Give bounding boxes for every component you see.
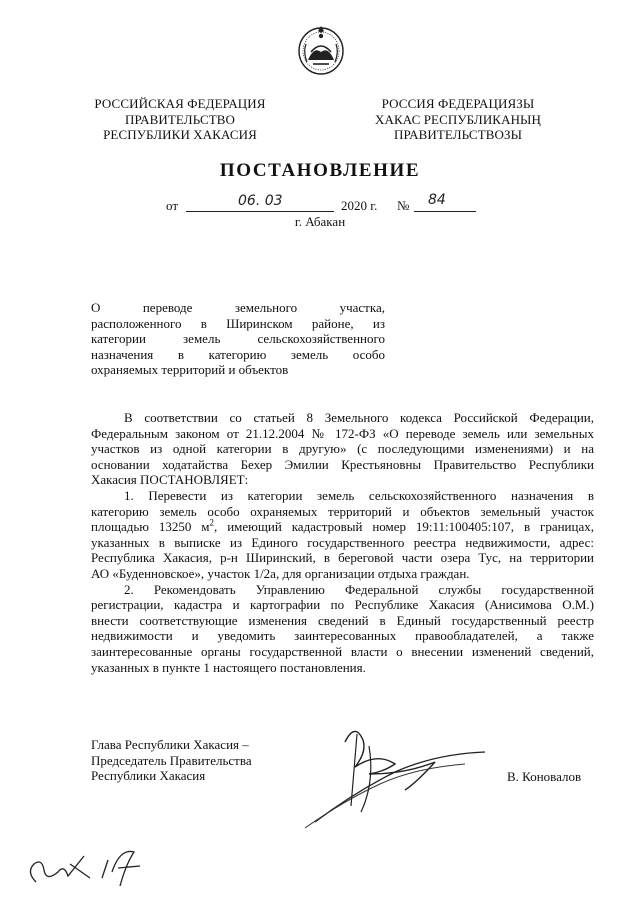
preamble-line: Федеральным законом от 21.12.2004 № 172-ФЗ «О переводе земель или земельных — [91, 425, 594, 441]
signatory-position — [91, 737, 252, 784]
signatory-name: В. Коновалов — [507, 769, 582, 784]
document-subject — [91, 300, 385, 378]
area-text: площадью 13250 м — [91, 519, 210, 535]
subject-line: категории земель сельскохозяйственного — [91, 331, 385, 347]
item1-line: АО «Буденновское», участок 1/2а, для организации отдыха граждан. — [91, 565, 470, 581]
header-right-line: ХАКАС РЕСПУБЛИКАНЫҢ — [375, 111, 541, 127]
cadastral-text: , имеющий кадастровый номер 19:11:100405:107, в границах, — [214, 519, 594, 535]
coat-of-arms-emblem — [296, 22, 346, 76]
subject-line: расположенного в Ширинском районе, из — [91, 315, 385, 331]
document-year: 2020 г. — [341, 198, 378, 213]
preamble-line: участков из одной категории в другую» (с последующими изменениями) и на — [91, 441, 594, 457]
subject-line: О переводе земельного участка, — [91, 300, 385, 315]
item2-line: внести соответствующие изменения сведений в Единый государственный реестр — [91, 612, 594, 628]
item2-line: указанных в пункте 1 настоящего постановления. — [91, 659, 366, 675]
handwritten-note-scribble — [24, 842, 174, 897]
city-line: г. Абакан — [294, 214, 346, 229]
handwritten-date: 06. 03 — [238, 193, 283, 209]
preamble-line: основании ходатайства Бехер Эмилии Крестьяновны Правительство Республики — [91, 456, 594, 472]
header-right-line: ПРАВИТЕЛЬСТВОЗЫ — [393, 127, 523, 142]
handwritten-number: 84 — [428, 192, 446, 208]
preamble-line: Хакасия ПОСТАНОВЛЯЕТ: — [91, 472, 249, 488]
preamble-line: В соответствии со статьей 8 Земельного кодекса Российской Федерации, — [124, 410, 594, 425]
number-label: № — [397, 198, 410, 213]
item1-line-area — [91, 519, 594, 535]
date-prefix: от — [166, 198, 179, 213]
item1-line: указанных в выписке из Единого государственного реестра недвижимости, адрес: — [91, 534, 594, 550]
item1-line: Республика Хакасия, р-н Ширинский, в береговой части озера Тус, на территории — [91, 550, 594, 566]
header-left-line: РЕСПУБЛИКИ ХАКАСИЯ — [103, 127, 257, 142]
item2-line: недвижимости и уведомить заинтересованных правообладателей, а также — [91, 628, 594, 644]
item2-line: регистрации, кадастра и картографии по Республике Хакасия (Анисимова О.М.) — [91, 597, 594, 613]
header-left-line: РОССИЙСКАЯ ФЕДЕРАЦИЯ — [94, 96, 266, 111]
position-line: Глава Республики Хакасия – — [91, 737, 249, 752]
item2-line: заинтересованные органы государственной власти о внесении изменений сведений, — [91, 643, 594, 659]
subject-line: охраняемых территорий и объектов — [91, 362, 289, 378]
header-right-line: РОССИЯ ФЕДЕРАЦИЯЗЫ — [381, 96, 535, 111]
handwritten-signature — [285, 712, 505, 832]
item1-line: 1. Перевести из категории земель сельскохозяйственного назначения в — [124, 487, 594, 503]
header-right-block — [358, 96, 558, 143]
document-body — [91, 410, 594, 675]
subject-line: назначения в категорию земель особо — [91, 346, 385, 362]
item2-line: 2. Рекомендовать Управлению Федеральной службы государственной — [124, 581, 594, 597]
area-superscript: 2 — [209, 517, 215, 528]
item1-line: категорию земель особо охраняемых территорий и объектов земельный участок — [91, 503, 594, 519]
position-line: Республики Хакасия — [91, 768, 206, 784]
header-left-block — [80, 96, 280, 143]
header-left-line: ПРАВИТЕЛЬСТВО — [124, 111, 236, 127]
position-line: Председатель Правительства — [91, 752, 252, 768]
document-title: ПОСТАНОВЛЕНИЕ — [219, 160, 421, 181]
